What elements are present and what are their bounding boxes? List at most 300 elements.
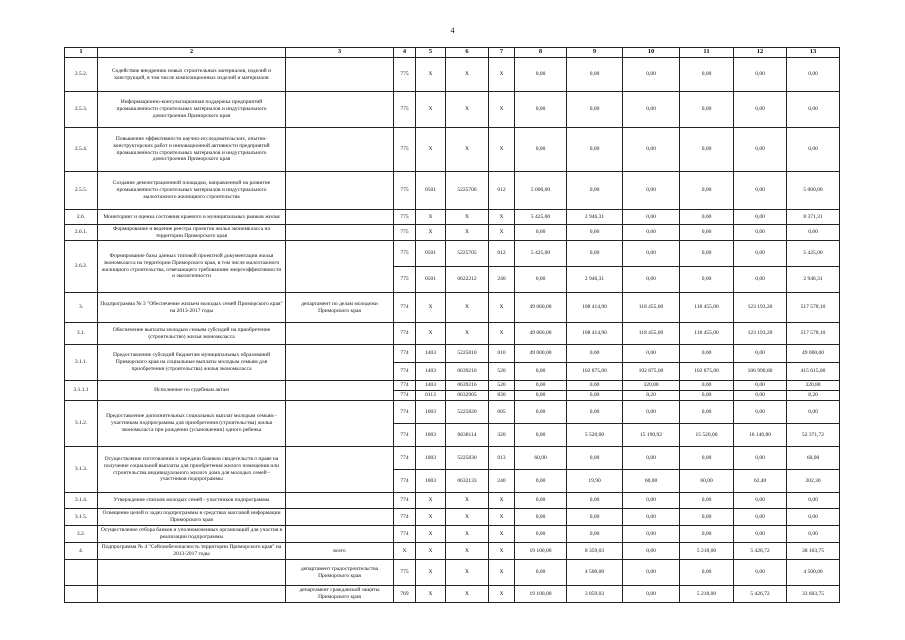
row-value: 517 578,10	[787, 323, 840, 345]
row-value: X	[489, 526, 515, 543]
row-value: 0,00	[680, 128, 734, 172]
column-header: 6	[446, 48, 489, 58]
column-header: 3	[286, 48, 394, 58]
row-value: 0,00	[515, 363, 567, 381]
row-value: X	[489, 225, 515, 241]
row-value: 60,00	[680, 470, 734, 493]
row-value: 0,00	[734, 560, 787, 586]
row-value: 0,00	[623, 58, 680, 92]
row-value: 0,00	[734, 172, 787, 210]
row-value: 0,00	[567, 92, 623, 128]
row-value: X	[416, 509, 446, 526]
row-value: 5 000,00	[787, 172, 840, 210]
row-value: 774	[394, 470, 416, 493]
row-value: 8,20	[787, 391, 840, 401]
table-row	[65, 172, 840, 210]
row-name: Подпрограмма № 3 "Обеспечение жильем молодых семей Приморского края" на 2013-2017 годы	[98, 293, 286, 323]
row-value: 0,00	[515, 560, 567, 586]
row-value: 774	[394, 401, 416, 424]
row-name: Мониторинг и оценка состояния краевого и муниципальных рынков жилья	[98, 210, 286, 225]
row-value: 775	[394, 267, 416, 293]
row-value: 0,00	[567, 391, 623, 401]
row-value: 1003	[416, 401, 446, 424]
row-value: 320,88	[787, 381, 840, 391]
row-value: X	[446, 92, 489, 128]
row-value: 5225706	[446, 172, 489, 210]
row-value: 15 520,00	[680, 424, 734, 447]
row-value: 0113	[416, 391, 446, 401]
row-executor	[286, 381, 394, 401]
row-value: 0,00	[734, 225, 787, 241]
row-value: 1403	[416, 381, 446, 391]
row-value: X	[416, 323, 446, 345]
row-value: 0501	[416, 267, 446, 293]
table-row	[65, 241, 840, 267]
row-value: 0,00	[787, 92, 840, 128]
row-value: 520	[489, 381, 515, 391]
row-value: X	[446, 210, 489, 225]
row-value: 60,00	[515, 447, 567, 470]
table-row	[65, 526, 840, 543]
row-value: X	[489, 560, 515, 586]
row-executor	[286, 210, 394, 225]
row-value: X	[446, 323, 489, 345]
row-value: 0,00	[734, 241, 787, 267]
row-value: 775	[394, 241, 416, 267]
row-value: X	[416, 210, 446, 225]
row-name: Предоставление дополнительных социальных выплат молодым семьям - участникам подпрограммы для приобретения (строительства) жилья экономкласса при рождении (усыновлении) одного ребенка	[98, 401, 286, 447]
column-header: 13	[787, 48, 840, 58]
row-value: 774	[394, 493, 416, 509]
row-value: 0,00	[515, 509, 567, 526]
row-name: Информационно-консультационная поддержка предприятий промышленности строительных материалов и индустриального домостроения Приморского края	[98, 92, 286, 128]
row-value: 0632905	[446, 391, 489, 401]
table-row	[65, 58, 840, 92]
row-value: 5225820	[446, 401, 489, 424]
row-value: 0,00	[680, 560, 734, 586]
row-value: X	[446, 543, 489, 560]
row-value: 0,00	[787, 128, 840, 172]
row-value: X	[489, 128, 515, 172]
row-code: 3.	[65, 293, 98, 323]
row-value: 0,00	[734, 92, 787, 128]
row-value: 0,00	[623, 401, 680, 424]
row-value: 5 520,00	[567, 424, 623, 447]
row-value: 8 359,03	[567, 543, 623, 560]
row-value: 0,00	[734, 345, 787, 363]
row-code: 3.1.2.	[65, 401, 98, 447]
row-value: 0,00	[567, 345, 623, 363]
row-value: X	[446, 509, 489, 526]
column-header: 8	[515, 48, 567, 58]
row-executor	[286, 241, 394, 293]
row-value: 320,88	[623, 381, 680, 391]
row-code: 3.1.3.	[65, 447, 98, 493]
row-value: 0,00	[680, 447, 734, 470]
row-value: 108 414,90	[567, 323, 623, 345]
header-row	[65, 48, 840, 58]
row-value: 0,00	[623, 543, 680, 560]
row-value: 320	[489, 424, 515, 447]
row-value: 4 500,00	[787, 560, 840, 586]
row-code: 3.1.1.	[65, 345, 98, 381]
row-value: 0,00	[515, 58, 567, 92]
row-value: 0,00	[623, 493, 680, 509]
row-value: 0,00	[515, 92, 567, 128]
row-name: Осуществление изготовления и передачи бланков свидетельств о праве на получение социальной выплаты для приобретения жилого помещения или строительства индивидуального жилого дома для молодых семей - участников подпрограммы	[98, 447, 286, 493]
row-value: 5 426,72	[734, 543, 787, 560]
row-value: X	[446, 493, 489, 509]
row-value: X	[416, 92, 446, 128]
row-value: X	[416, 543, 446, 560]
row-value: 1003	[416, 447, 446, 470]
row-name: Формирование и ведение реестра проектов жилья экономкласса на территории Приморского края	[98, 225, 286, 241]
row-value: 2 946,31	[567, 210, 623, 225]
table-row	[65, 560, 840, 586]
row-value: 1403	[416, 363, 446, 381]
row-value: 774	[394, 447, 416, 470]
table-row	[65, 401, 840, 424]
row-value: X	[489, 493, 515, 509]
row-value: 19 100,00	[515, 586, 567, 603]
row-value: 0,00	[623, 586, 680, 603]
row-name	[98, 586, 286, 603]
row-value: 0,00	[734, 267, 787, 293]
column-header: 12	[734, 48, 787, 58]
row-executor	[286, 128, 394, 172]
row-name	[98, 560, 286, 586]
row-value: 0,00	[567, 493, 623, 509]
row-value: X	[446, 586, 489, 603]
row-value: 0,00	[787, 526, 840, 543]
row-value: 1403	[416, 345, 446, 363]
row-value: 102 875,00	[567, 363, 623, 381]
row-code: 2.6.	[65, 210, 98, 225]
row-value: 0,00	[567, 58, 623, 92]
row-value: 49 000,00	[787, 345, 840, 363]
row-value: 0,00	[623, 128, 680, 172]
row-value: 775	[394, 210, 416, 225]
row-executor	[286, 225, 394, 241]
table-row	[65, 381, 840, 391]
column-header: 1	[65, 48, 98, 58]
row-value: 0,00	[515, 401, 567, 424]
row-executor: департамент по делам молодежи Приморского края	[286, 293, 394, 323]
row-value: 0,00	[680, 401, 734, 424]
row-value: 3 859,03	[567, 586, 623, 603]
row-value: 60,00	[623, 470, 680, 493]
row-value: 010	[489, 345, 515, 363]
row-value: 0,00	[734, 526, 787, 543]
column-header: 4	[394, 48, 416, 58]
row-value: 106 990,00	[734, 363, 787, 381]
row-value: X	[489, 586, 515, 603]
row-code: 3.1.	[65, 323, 98, 345]
row-value: 0,00	[515, 391, 567, 401]
row-executor	[286, 526, 394, 543]
column-header: 2	[98, 48, 286, 58]
row-value: X	[394, 543, 416, 560]
row-value: 102 875,00	[623, 363, 680, 381]
row-value: 774	[394, 391, 416, 401]
row-value: 0,00	[734, 391, 787, 401]
row-value: 0,00	[734, 509, 787, 526]
row-value: 0,00	[734, 381, 787, 391]
row-value: 0,00	[680, 526, 734, 543]
table-row	[65, 323, 840, 345]
row-value: 0,00	[680, 172, 734, 210]
row-value: 108 414,90	[567, 293, 623, 323]
row-executor	[286, 401, 394, 447]
row-name: Обеспечение выплаты молодым семьям субсидий на приобретение (строительство) жилья экономкласса	[98, 323, 286, 345]
table-row	[65, 543, 840, 560]
row-value: X	[416, 526, 446, 543]
row-code: 2.5.5.	[65, 172, 98, 210]
row-value: 8,20	[623, 391, 680, 401]
row-value: 0,00	[623, 560, 680, 586]
row-value: 0,00	[787, 509, 840, 526]
row-code	[65, 560, 98, 586]
table-row	[65, 128, 840, 172]
row-value: 0,00	[623, 447, 680, 470]
row-code	[65, 586, 98, 603]
row-executor	[286, 447, 394, 493]
column-header: 9	[567, 48, 623, 58]
row-value: 0,00	[623, 92, 680, 128]
row-name: Утверждение списков молодых семей - участников подпрограммы	[98, 493, 286, 509]
row-value: 19,90	[567, 470, 623, 493]
row-code: 3.1.4.	[65, 493, 98, 509]
row-value: X	[416, 225, 446, 241]
row-code: 4.	[65, 543, 98, 560]
row-value: 5 425,00	[515, 210, 567, 225]
row-executor	[286, 323, 394, 345]
row-value: X	[489, 543, 515, 560]
row-executor	[286, 493, 394, 509]
row-value: 0,00	[515, 526, 567, 543]
row-name: Повышение эффективности научно-исследовательских, опытно-конструкторских работ и инновационной активности предприятий промышленности строительных материалов и индустриального домостроения Приморского края	[98, 128, 286, 172]
page-number: 4	[450, 26, 455, 35]
budget-table	[64, 47, 840, 603]
row-code: 2.5.2.	[65, 58, 98, 92]
row-value: 0,00	[567, 128, 623, 172]
row-value: 012	[489, 172, 515, 210]
row-value: 775	[394, 172, 416, 210]
row-value: 52 371,72	[787, 424, 840, 447]
row-name: Исполнение по судебным актам	[98, 381, 286, 401]
row-value: 0,00	[680, 225, 734, 241]
row-value: 0,00	[734, 493, 787, 509]
row-value: 774	[394, 424, 416, 447]
row-name: Освещение целей и задач подпрограммы в средствах массовой информации Приморского края	[98, 509, 286, 526]
row-value: 0,00	[515, 424, 567, 447]
row-value: 0,00	[623, 345, 680, 363]
row-executor: департамент градостроительства Приморского края	[286, 560, 394, 586]
row-value: 0,00	[734, 447, 787, 470]
row-value: X	[489, 509, 515, 526]
row-value: X	[489, 293, 515, 323]
row-value: 775	[394, 58, 416, 92]
row-value: X	[446, 293, 489, 323]
row-value: 012	[489, 241, 515, 267]
row-value: 5 218,00	[680, 543, 734, 560]
row-value: 0,00	[787, 225, 840, 241]
row-value: 013	[489, 447, 515, 470]
row-value: 19 100,00	[515, 543, 567, 560]
row-value: 60,00	[787, 447, 840, 470]
row-value: 0632133	[446, 470, 489, 493]
row-value: 0,00	[567, 381, 623, 391]
row-value: 5 000,00	[515, 172, 567, 210]
row-value: 5 426,72	[734, 586, 787, 603]
row-value: 33 603,75	[787, 586, 840, 603]
row-value: 774	[394, 526, 416, 543]
row-value: 0,00	[515, 225, 567, 241]
row-value: 0,00	[515, 493, 567, 509]
row-value: 5225830	[446, 447, 489, 470]
row-name: Формирование базы данных типовой проектной документации жилья экономкласса на территории Приморского края, в том числе малоэтажного жилищного строительства, отвечающего требованиям энергоэффективности и экологичности	[98, 241, 286, 293]
row-value: 774	[394, 345, 416, 363]
row-value: 0,00	[623, 172, 680, 210]
row-name: Предоставление субсидий бюджетам муниципальных образований Приморского края на социальные выплаты молодым семьям для приобретения (строительства) жилья экономкласса	[98, 345, 286, 381]
row-value: 4 500,00	[567, 560, 623, 586]
row-value: 775	[394, 560, 416, 586]
column-header: 10	[623, 48, 680, 58]
row-value: 1003	[416, 424, 446, 447]
row-value: X	[489, 58, 515, 92]
row-value: 5 425,00	[515, 241, 567, 267]
row-value: 240	[489, 470, 515, 493]
row-value: X	[489, 92, 515, 128]
row-value: 5225810	[446, 345, 489, 363]
row-code: 2.6.2.	[65, 241, 98, 293]
row-value: 415 615,00	[787, 363, 840, 381]
row-value: 118 455,00	[623, 293, 680, 323]
row-name: Подпрограмма № 4 "Сейсмобезопасность территории Приморского края" на 2013-2017 годы	[98, 543, 286, 560]
row-value: 830	[489, 391, 515, 401]
row-value: 775	[394, 128, 416, 172]
row-value: X	[416, 293, 446, 323]
row-value: 774	[394, 509, 416, 526]
column-header: 5	[416, 48, 446, 58]
row-executor	[286, 172, 394, 210]
row-value: 118 455,00	[680, 323, 734, 345]
row-value: 49 060,00	[515, 323, 567, 345]
column-header: 11	[680, 48, 734, 58]
row-value: X	[416, 128, 446, 172]
row-executor: департамент гражданской защиты Приморского края	[286, 586, 394, 603]
row-value: 774	[394, 363, 416, 381]
row-value: 0,00	[734, 128, 787, 172]
row-value: 0,00	[515, 128, 567, 172]
column-header: 7	[489, 48, 515, 58]
row-value: 0,00	[680, 267, 734, 293]
row-value: 0,00	[567, 241, 623, 267]
table-row	[65, 345, 840, 363]
row-value: 62,40	[734, 470, 787, 493]
row-value: X	[446, 526, 489, 543]
row-value: 0638114	[446, 424, 489, 447]
row-value: 0,00	[623, 210, 680, 225]
row-value: 0,00	[623, 225, 680, 241]
row-executor	[286, 509, 394, 526]
row-value: 0,00	[567, 225, 623, 241]
row-value: X	[446, 560, 489, 586]
row-value: 1003	[416, 470, 446, 493]
row-name: Осуществление отбора банков и уполномоченных организаций для участия в реализации подпрограммы	[98, 526, 286, 543]
row-value: 0,00	[734, 58, 787, 92]
row-code: 2.6.1.	[65, 225, 98, 241]
table-row	[65, 92, 840, 128]
row-value: 240	[489, 267, 515, 293]
row-executor	[286, 92, 394, 128]
row-value: 774	[394, 381, 416, 391]
table-row	[65, 493, 840, 509]
row-value: X	[416, 493, 446, 509]
row-value: 775	[394, 225, 416, 241]
row-value: 774	[394, 323, 416, 345]
row-value: 0,00	[567, 509, 623, 526]
row-code: 3.2.	[65, 526, 98, 543]
row-value: 123 193,20	[734, 323, 787, 345]
row-value: 5 218,00	[680, 586, 734, 603]
row-value: 0,00	[787, 401, 840, 424]
row-value: 774	[394, 293, 416, 323]
row-executor: всего	[286, 543, 394, 560]
row-value: 0,00	[567, 401, 623, 424]
row-value: 0,00	[680, 391, 734, 401]
table-row	[65, 225, 840, 241]
row-value: 0,00	[623, 526, 680, 543]
row-value: 0,00	[734, 401, 787, 424]
row-code: 3.1.1.1	[65, 381, 98, 401]
row-value: 0,00	[623, 509, 680, 526]
row-value: 102 875,00	[680, 363, 734, 381]
row-value: X	[446, 58, 489, 92]
row-value: 0,00	[680, 381, 734, 391]
row-value: 0,00	[680, 210, 734, 225]
row-value: 0622212	[446, 267, 489, 293]
row-value: 0,00	[515, 470, 567, 493]
row-value: 15 190,92	[623, 424, 680, 447]
row-value: 0,00	[567, 526, 623, 543]
row-name: Создание демонстрационной площадки, направленной на развитие промышленности строительных материалов и индустриального малоэтажного жилищного строительства	[98, 172, 286, 210]
row-executor	[286, 345, 394, 381]
row-value: X	[416, 58, 446, 92]
row-value: 0501	[416, 241, 446, 267]
row-value: 0,00	[680, 493, 734, 509]
row-code: 2.5.4.	[65, 128, 98, 172]
row-value: 0,00	[680, 345, 734, 363]
row-code: 2.5.3.	[65, 92, 98, 128]
row-value: X	[446, 225, 489, 241]
row-value: X	[489, 210, 515, 225]
table-row	[65, 509, 840, 526]
row-value: 0639216	[446, 381, 489, 391]
row-value: 38 103,75	[787, 543, 840, 560]
row-value: 0,00	[567, 447, 623, 470]
row-value: 123 193,20	[734, 293, 787, 323]
row-value: 0,00	[680, 509, 734, 526]
table-row	[65, 447, 840, 470]
row-value: 5 425,00	[787, 241, 840, 267]
row-value: 49 000,00	[515, 345, 567, 363]
row-value: 0,00	[787, 493, 840, 509]
row-value: 0,00	[787, 58, 840, 92]
row-executor	[286, 58, 394, 92]
row-value: 118 455,00	[623, 323, 680, 345]
row-value: 0,00	[680, 241, 734, 267]
